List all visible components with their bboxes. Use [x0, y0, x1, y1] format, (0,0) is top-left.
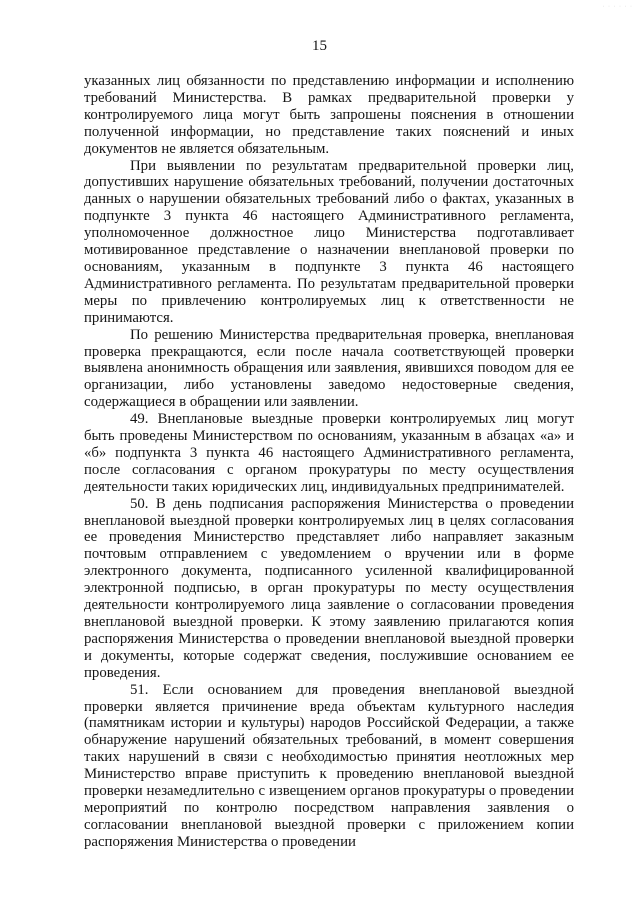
- paragraph-continuation: указанных лиц обязанности по представлению информации и исполнению требований Министерства. В рамках предварительной проверки у контролируемого лица могут быть запрошены пояснения в отношении полученной информации, но представление таких пояснений и иных документов не является обязательным.: [84, 73, 574, 157]
- document-body: [84, 73, 574, 851]
- paragraph-preliminary-check-findings: При выявлении по результатам предварительной проверки лиц, допустивших нарушение обязательных требований, получении достаточных данных о нарушении обязательных требований либо о фактах, указанных в подпункте 3 пункта 46 настоящего Административного регламента, уполномоченное должностное лицо Министерства подготавливает мотивированное представление о назначении внеплановой проверки по основаниям, указанным в подпункте 3 пункта 46 настоящего Административного регламента. По результатам предварительной проверки меры по привлечению контролируемых лиц к ответственности не принимаются.: [84, 157, 574, 326]
- paragraph-item-49: 49. Внеплановые выездные проверки контролируемых лиц могут быть проведены Министерством по основаниям, указанным в абзацах «а» и «б» подпункта 3 пункта 46 настоящего Административного регламента, после согласования с органом прокуратуры по месту осуществления деятельности таких юридических лиц, индивидуальных предпринимателей.: [84, 411, 574, 495]
- paragraph-item-51: 51. Если основанием для проведения внеплановой выездной проверки является причинение вреда объектам культурного наследия (памятникам истории и культуры) народов Российской Федерации, а также обнаружение нарушений обязательных требований, в момент совершения таких нарушений в связи с необходимостью принятия неотложных мер Министерство вправе приступить к проведению внеплановой выездной проверки незамедлительно с извещением органов прокуратуры о проведении мероприятий по контролю посредством направления заявления о согласовании внеплановой выездной проверки с приложением копии распоряжения Министерства о проведении: [84, 681, 574, 850]
- paragraph-check-termination: По решению Министерства предварительная проверка, внеплановая проверка прекращаются, если после начала соответствующей проверки выявлена анонимность обращения или заявления, явившихся поводом для ее организации, либо установлены заведомо недостоверные сведения, содержащиеся в обращении или заявлении.: [84, 326, 574, 411]
- page-number: 15: [312, 38, 327, 54]
- scan-corner-mark: · · · · · ·: [602, 4, 633, 10]
- paragraph-item-50: 50. В день подписания распоряжения Министерства о проведении внеплановой выездной проверки контролируемых лиц в целях согласования ее проведения Министерство представляет либо направляет заказным почтовым отправлением с уведомлением о вручении или в форме электронного документа, подписанного усиленной квалифицированной электронной подписью, в орган прокуратуры по месту осуществления деятельности контролируемого лица заявление о согласовании проведения внеплановой выездной проверки. К этому заявлению прилагаются копия распоряжения Министерства о проведении внеплановой выездной проверки и документы, которые содержат сведения, послужившие основанием ее проведения.: [84, 495, 574, 681]
